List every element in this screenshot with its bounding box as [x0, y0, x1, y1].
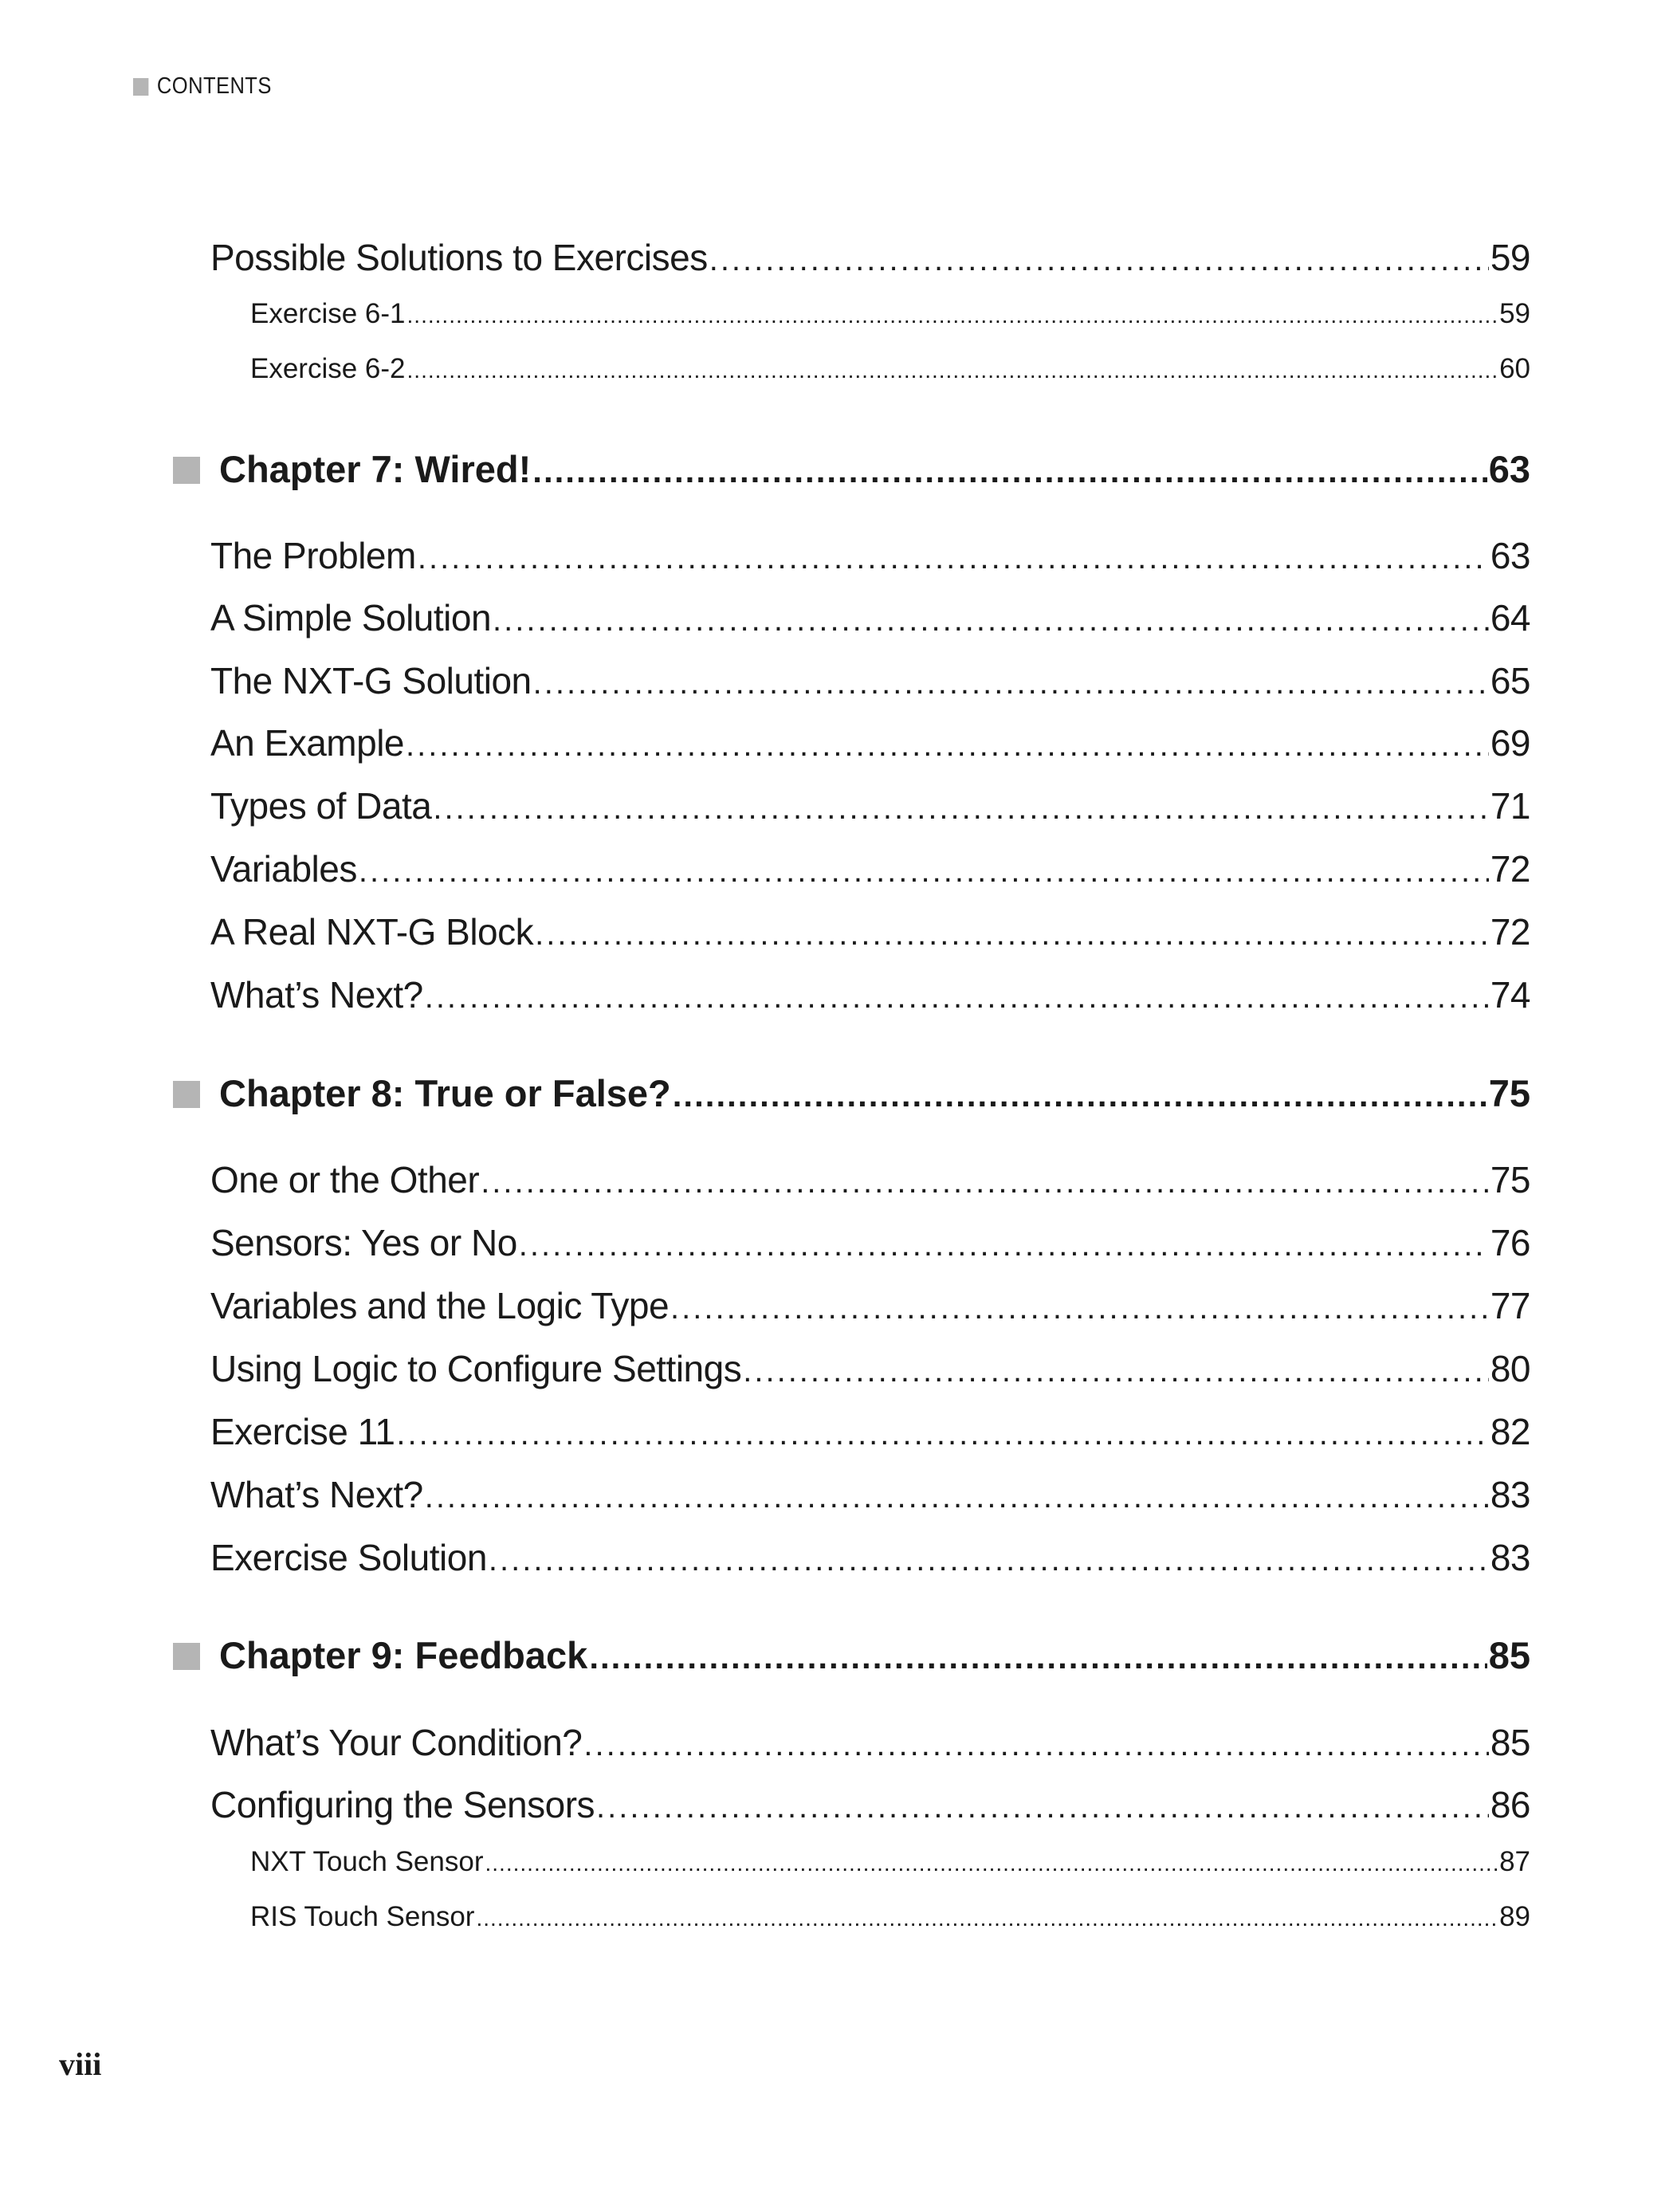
toc-entry[interactable] — [210, 847, 1530, 892]
toc-entry[interactable] — [210, 1721, 1530, 1766]
toc-entry-page: 87 — [1499, 1846, 1530, 1877]
dot-leader — [425, 980, 1489, 1016]
chapter-square-icon — [173, 457, 200, 484]
toc-entry-title: Variables and the Logic Type — [210, 1285, 670, 1326]
toc-entry-title: The Problem — [210, 535, 416, 576]
toc-entry[interactable] — [210, 910, 1530, 955]
toc-entry-title: Using Logic to Configure Settings — [210, 1348, 742, 1389]
toc-entry[interactable] — [210, 784, 1530, 829]
toc-entry[interactable] — [210, 1410, 1530, 1455]
dot-leader — [418, 540, 1489, 576]
dot-leader — [406, 728, 1489, 764]
dot-leader — [532, 452, 1487, 490]
toc-entry-title: A Real NXT-G Block — [210, 911, 534, 953]
dot-leader — [489, 1542, 1489, 1578]
dot-leader — [481, 1165, 1489, 1200]
toc-entry-page: 82 — [1490, 1411, 1530, 1452]
toc-entry-page: 89 — [1499, 1901, 1530, 1932]
page-number: viii — [59, 2046, 102, 2082]
toc-entry-title: An Example — [210, 722, 405, 764]
dot-leader — [673, 1076, 1487, 1114]
toc-entry-title: Exercise 11 — [210, 1411, 395, 1452]
toc-entry[interactable] — [210, 1158, 1530, 1203]
toc-chapter-entry[interactable] — [173, 1071, 1530, 1118]
toc-entry-title: One or the Other — [210, 1159, 480, 1200]
toc-subentry[interactable] — [250, 1901, 1530, 1936]
toc-entry-title: Possible Solutions to Exercises — [210, 237, 708, 278]
toc-chapter-title: Chapter 8: True or False? — [219, 1072, 671, 1114]
dot-leader — [670, 1291, 1489, 1326]
toc-entry-title: RIS Touch Sensor — [250, 1901, 475, 1932]
toc-chapter-page: 85 — [1488, 1634, 1530, 1676]
toc-entry-page: 76 — [1490, 1222, 1530, 1263]
toc-subentry[interactable] — [250, 1846, 1530, 1881]
dot-leader — [359, 854, 1489, 890]
toc-entry-page: 74 — [1490, 974, 1530, 1016]
toc-entry-title: Configuring the Sensors — [210, 1784, 595, 1825]
toc-entry-title: Exercise Solution — [210, 1537, 487, 1578]
toc-entry-title: The NXT-G Solution — [210, 660, 532, 701]
toc-entry[interactable] — [210, 659, 1530, 704]
dot-leader — [583, 1727, 1488, 1763]
chapter-square-icon — [173, 1081, 200, 1108]
dot-leader — [407, 358, 1498, 383]
toc-entry-page: 83 — [1490, 1537, 1530, 1578]
toc-entry-page: 59 — [1490, 237, 1530, 278]
toc-entry[interactable] — [210, 1221, 1530, 1266]
dot-leader — [533, 666, 1489, 701]
toc-subentry[interactable] — [250, 298, 1530, 333]
toc-entry[interactable] — [210, 1473, 1530, 1518]
toc-entry-title: What’s Next? — [210, 1474, 423, 1515]
toc-entry[interactable] — [210, 973, 1530, 1018]
dot-leader — [709, 242, 1489, 278]
toc-entry-page: 75 — [1490, 1159, 1530, 1200]
running-head-label: CONTENTS — [156, 73, 272, 99]
toc-entry[interactable] — [210, 1536, 1530, 1581]
toc-chapter-page: 75 — [1488, 1072, 1530, 1114]
toc-entry-title: What’s Next? — [210, 974, 423, 1016]
dot-leader — [433, 791, 1489, 827]
running-head — [133, 73, 272, 100]
toc-entry-title: A Simple Solution — [210, 597, 492, 638]
toc-chapter-entry[interactable] — [173, 447, 1530, 493]
toc-entry[interactable] — [210, 1347, 1530, 1392]
toc-entry-page: 69 — [1490, 722, 1530, 764]
toc-entry[interactable] — [210, 534, 1530, 579]
dot-leader — [519, 1228, 1489, 1263]
dot-leader — [485, 1851, 1498, 1876]
toc-entry-title: Variables — [210, 848, 357, 890]
chapter-square-icon — [173, 1643, 200, 1670]
running-head-square-icon — [133, 78, 148, 96]
toc-entry-page: 85 — [1490, 1722, 1530, 1763]
toc-entry-title: Exercise 6-2 — [250, 353, 406, 384]
toc-entry[interactable] — [210, 1783, 1530, 1828]
toc-entry-page: 71 — [1490, 785, 1530, 827]
dot-leader — [589, 1638, 1487, 1676]
toc-chapter-title: Chapter 9: Feedback — [219, 1634, 588, 1676]
toc-entry-page: 72 — [1490, 911, 1530, 953]
toc-entry-page: 63 — [1490, 535, 1530, 576]
toc-entry[interactable] — [210, 1284, 1530, 1329]
toc-entry-title: Sensors: Yes or No — [210, 1222, 517, 1263]
toc-entry-page: 60 — [1499, 353, 1530, 384]
toc-entry[interactable] — [210, 596, 1530, 641]
toc-entry-page: 77 — [1490, 1285, 1530, 1326]
dot-leader — [743, 1354, 1489, 1389]
toc-chapter-page: 63 — [1488, 448, 1530, 490]
dot-leader — [396, 1416, 1488, 1452]
dot-leader — [476, 1906, 1498, 1931]
toc-entry-title: Exercise 6-1 — [250, 298, 406, 329]
toc-entry-title: What’s Your Condition? — [210, 1722, 583, 1763]
toc-entry-page: 83 — [1490, 1474, 1530, 1515]
toc-entry-page: 72 — [1490, 848, 1530, 890]
toc-chapter-entry[interactable] — [173, 1633, 1530, 1680]
toc-entry-page: 80 — [1490, 1348, 1530, 1389]
toc-entry-title: NXT Touch Sensor — [250, 1846, 484, 1877]
toc-entry-page: 64 — [1490, 597, 1530, 638]
dot-leader — [535, 917, 1489, 953]
toc-entry-page: 65 — [1490, 660, 1530, 701]
dot-leader — [596, 1790, 1489, 1825]
toc-entry-title: Types of Data — [210, 785, 432, 827]
toc-entry[interactable] — [210, 721, 1530, 766]
toc-entry-page: 59 — [1499, 298, 1530, 329]
dot-leader — [493, 603, 1489, 638]
toc-entry[interactable] — [210, 236, 1530, 281]
dot-leader — [425, 1479, 1489, 1515]
toc-subentry[interactable] — [250, 353, 1530, 388]
toc-chapter-title: Chapter 7: Wired! — [219, 448, 532, 490]
dot-leader — [407, 303, 1498, 328]
toc-entry-page: 86 — [1490, 1784, 1530, 1825]
